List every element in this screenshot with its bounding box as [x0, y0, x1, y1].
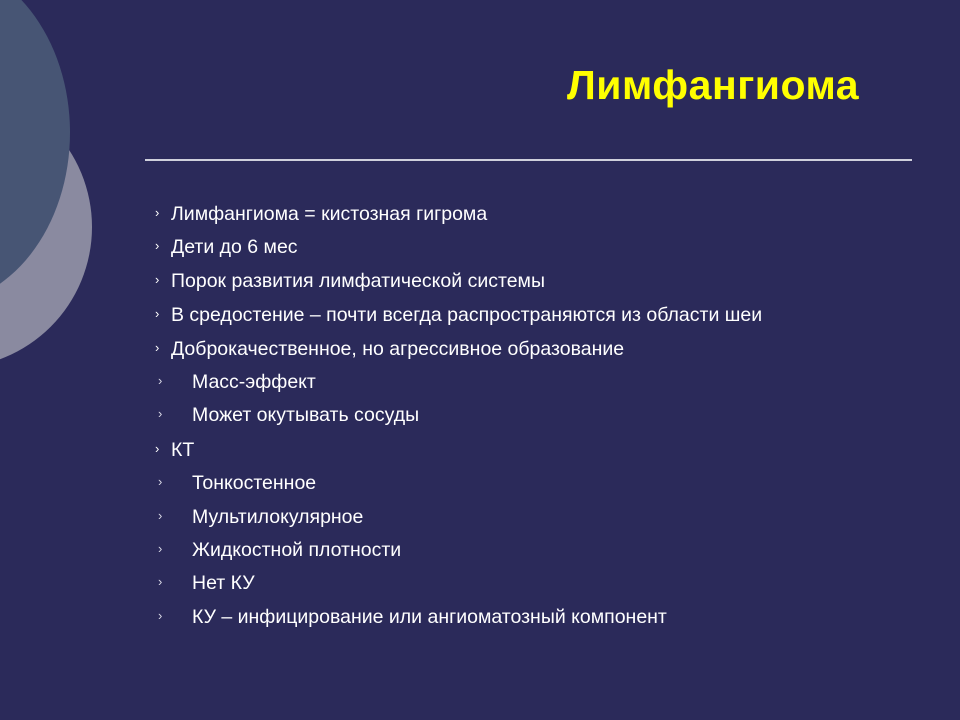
chevron-right-icon: › [158, 373, 163, 388]
chevron-right-icon: › [158, 474, 163, 489]
chevron-right-icon: › [155, 238, 160, 253]
chevron-right-icon: › [158, 608, 163, 623]
chevron-right-icon: › [155, 272, 160, 287]
bullet-text: В средостение – почти всегда распространяются из области шеи [171, 304, 763, 326]
chevron-right-icon: › [158, 541, 163, 556]
bullet-text: Порок развития лимфатической системы [171, 270, 545, 292]
bullet-text: Лимфангиома = кистозная гигрома [171, 203, 488, 225]
bullet-text: КТ [171, 439, 195, 461]
sub-bullet-text: Мультилокулярное [192, 506, 364, 528]
bullet-text: Доброкачественное, но агрессивное образование [171, 338, 625, 360]
chevron-right-icon: › [158, 508, 163, 523]
sub-bullet-text: Масс-эффект [192, 371, 316, 393]
bullet-text: Дети до 6 мес [171, 236, 298, 258]
sub-bullet-text: Нет КУ [192, 572, 255, 594]
slide-title: Лимфангиома [567, 62, 860, 108]
sub-bullet-text: Тонкостенное [192, 472, 317, 494]
chevron-right-icon: › [158, 574, 163, 589]
sub-bullet-text: Жидкостной плотности [192, 539, 402, 561]
chevron-right-icon: › [155, 205, 160, 220]
chevron-right-icon: › [155, 441, 160, 456]
sub-bullet-text: КУ – инфицирование или ангиоматозный компонент [192, 606, 667, 628]
chevron-right-icon: › [155, 340, 160, 355]
chevron-right-icon: › [158, 406, 163, 421]
chevron-right-icon: › [155, 306, 160, 321]
sub-bullet-text: Может окутывать сосуды [192, 404, 420, 426]
